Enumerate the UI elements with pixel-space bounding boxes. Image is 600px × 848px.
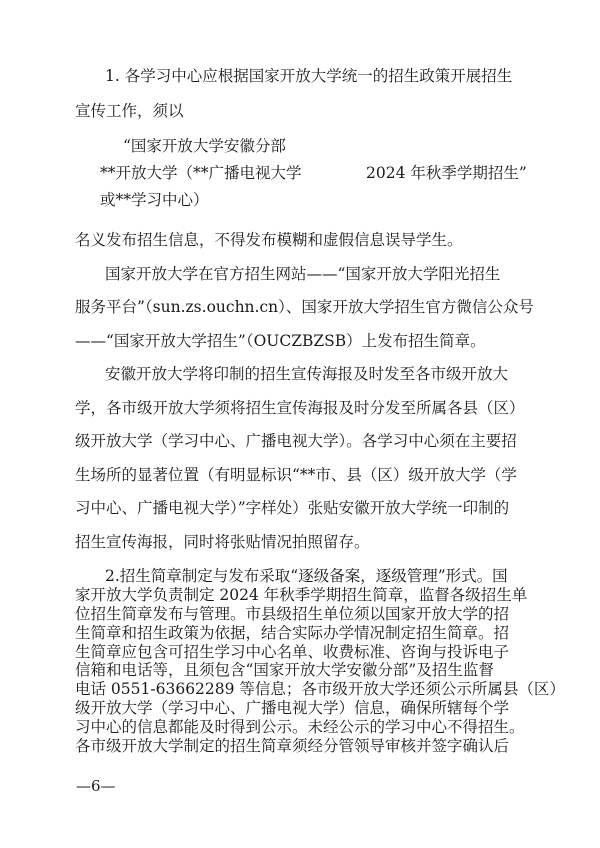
intro-line-1: 1. 各学习中心应根据国家开放大学统一的招生政策开展招生 <box>105 67 513 85</box>
paragraph-c-line-4: 生场所的显著位置（有明显标识“**市、县（区）级开放大学（学 <box>75 466 517 484</box>
paragraph-d-line-3: 位招生简章发布与管理。市县级招生单位须以国家开放大学的招 <box>75 604 510 623</box>
paragraph-d-line-2: 家开放大学负责制定 2024 年秋季学期招生简章，监督各级招生单 <box>75 585 528 604</box>
page-number: —6— <box>76 777 116 795</box>
paragraph-d-line-9: 习中心的信息都能及时得到公示。未经公示的学习中心不得招生。 <box>75 718 525 737</box>
paragraph-c-line-2: 学，各市级开放大学须将招生宣传海报及时分发至所属各县（区） <box>75 399 525 417</box>
paragraph-d-line-10: 各市级开放大学制定的招生简章须经分管领导审核并签字确认后 <box>75 737 510 755</box>
paragraph-d-line-7: 电话 0551-63662289 等信息；各市级开放大学还须公示所属县（区） <box>75 680 565 699</box>
paragraph-d-line-5: 生简章应包含可招生学习中心名单、收费标准、咨询与投诉电子 <box>75 642 510 661</box>
paragraph-b-line-2: 服务平台”（sun.zs.ouchn.cn）、国家开放大学招生官方微信公众号 <box>75 298 534 316</box>
paragraph-c-line-6: 招生宣传海报，同时将张贴情况拍照留存。 <box>75 533 370 551</box>
paragraph-b-line-3: ——“国家开放大学招生”（OUCZBZSB）上发布招生简章。 <box>75 332 486 350</box>
paragraph-b-line-1: 国家开放大学在官方招生网站——“国家开放大学阳光招生 <box>105 265 501 283</box>
paragraph-c-line-1: 安徽开放大学将印制的招生宣传海报及时发至各市级开放大 <box>105 365 509 383</box>
paragraph-d-line-8: 级开放大学（学习中心、广播电视大学）信息，确保所辖每个学 <box>75 699 510 718</box>
paragraph-a: 名义发布招生信息，不得发布模糊和虚假信息误导学生。 <box>75 231 463 249</box>
paragraph-d-line-1: 2.招生简章制定与发布采取“逐级备案，逐级管理”形式。国 <box>105 567 508 585</box>
paragraph-d-line-4: 生简章和招生政策为依据，结合实际办学情况制定招生简章。招 <box>75 623 510 642</box>
paragraph-c-line-3: 级开放大学（学习中心、广播电视大学）。各学习中心须在主要招 <box>75 432 517 450</box>
intro-line-2: 宣传工作，须以 <box>75 102 184 120</box>
names-right: 2024 年秋季学期招生” <box>366 164 527 182</box>
paragraph-c-line-5: 习中心、广播电视大学）”字样处）张贴安徽开放大学统一印制的 <box>75 499 510 517</box>
names-left-line-3: 或**学习中心） <box>100 191 209 209</box>
names-left-line-2: **开放大学（**广播电视大学 <box>100 164 302 182</box>
paragraph-d-line-6: 信箱和电话等，且须包含“国家开放大学安徽分部”及招生监督 <box>75 661 494 680</box>
names-left-line-1: “国家开放大学安徽分部 <box>123 137 286 155</box>
